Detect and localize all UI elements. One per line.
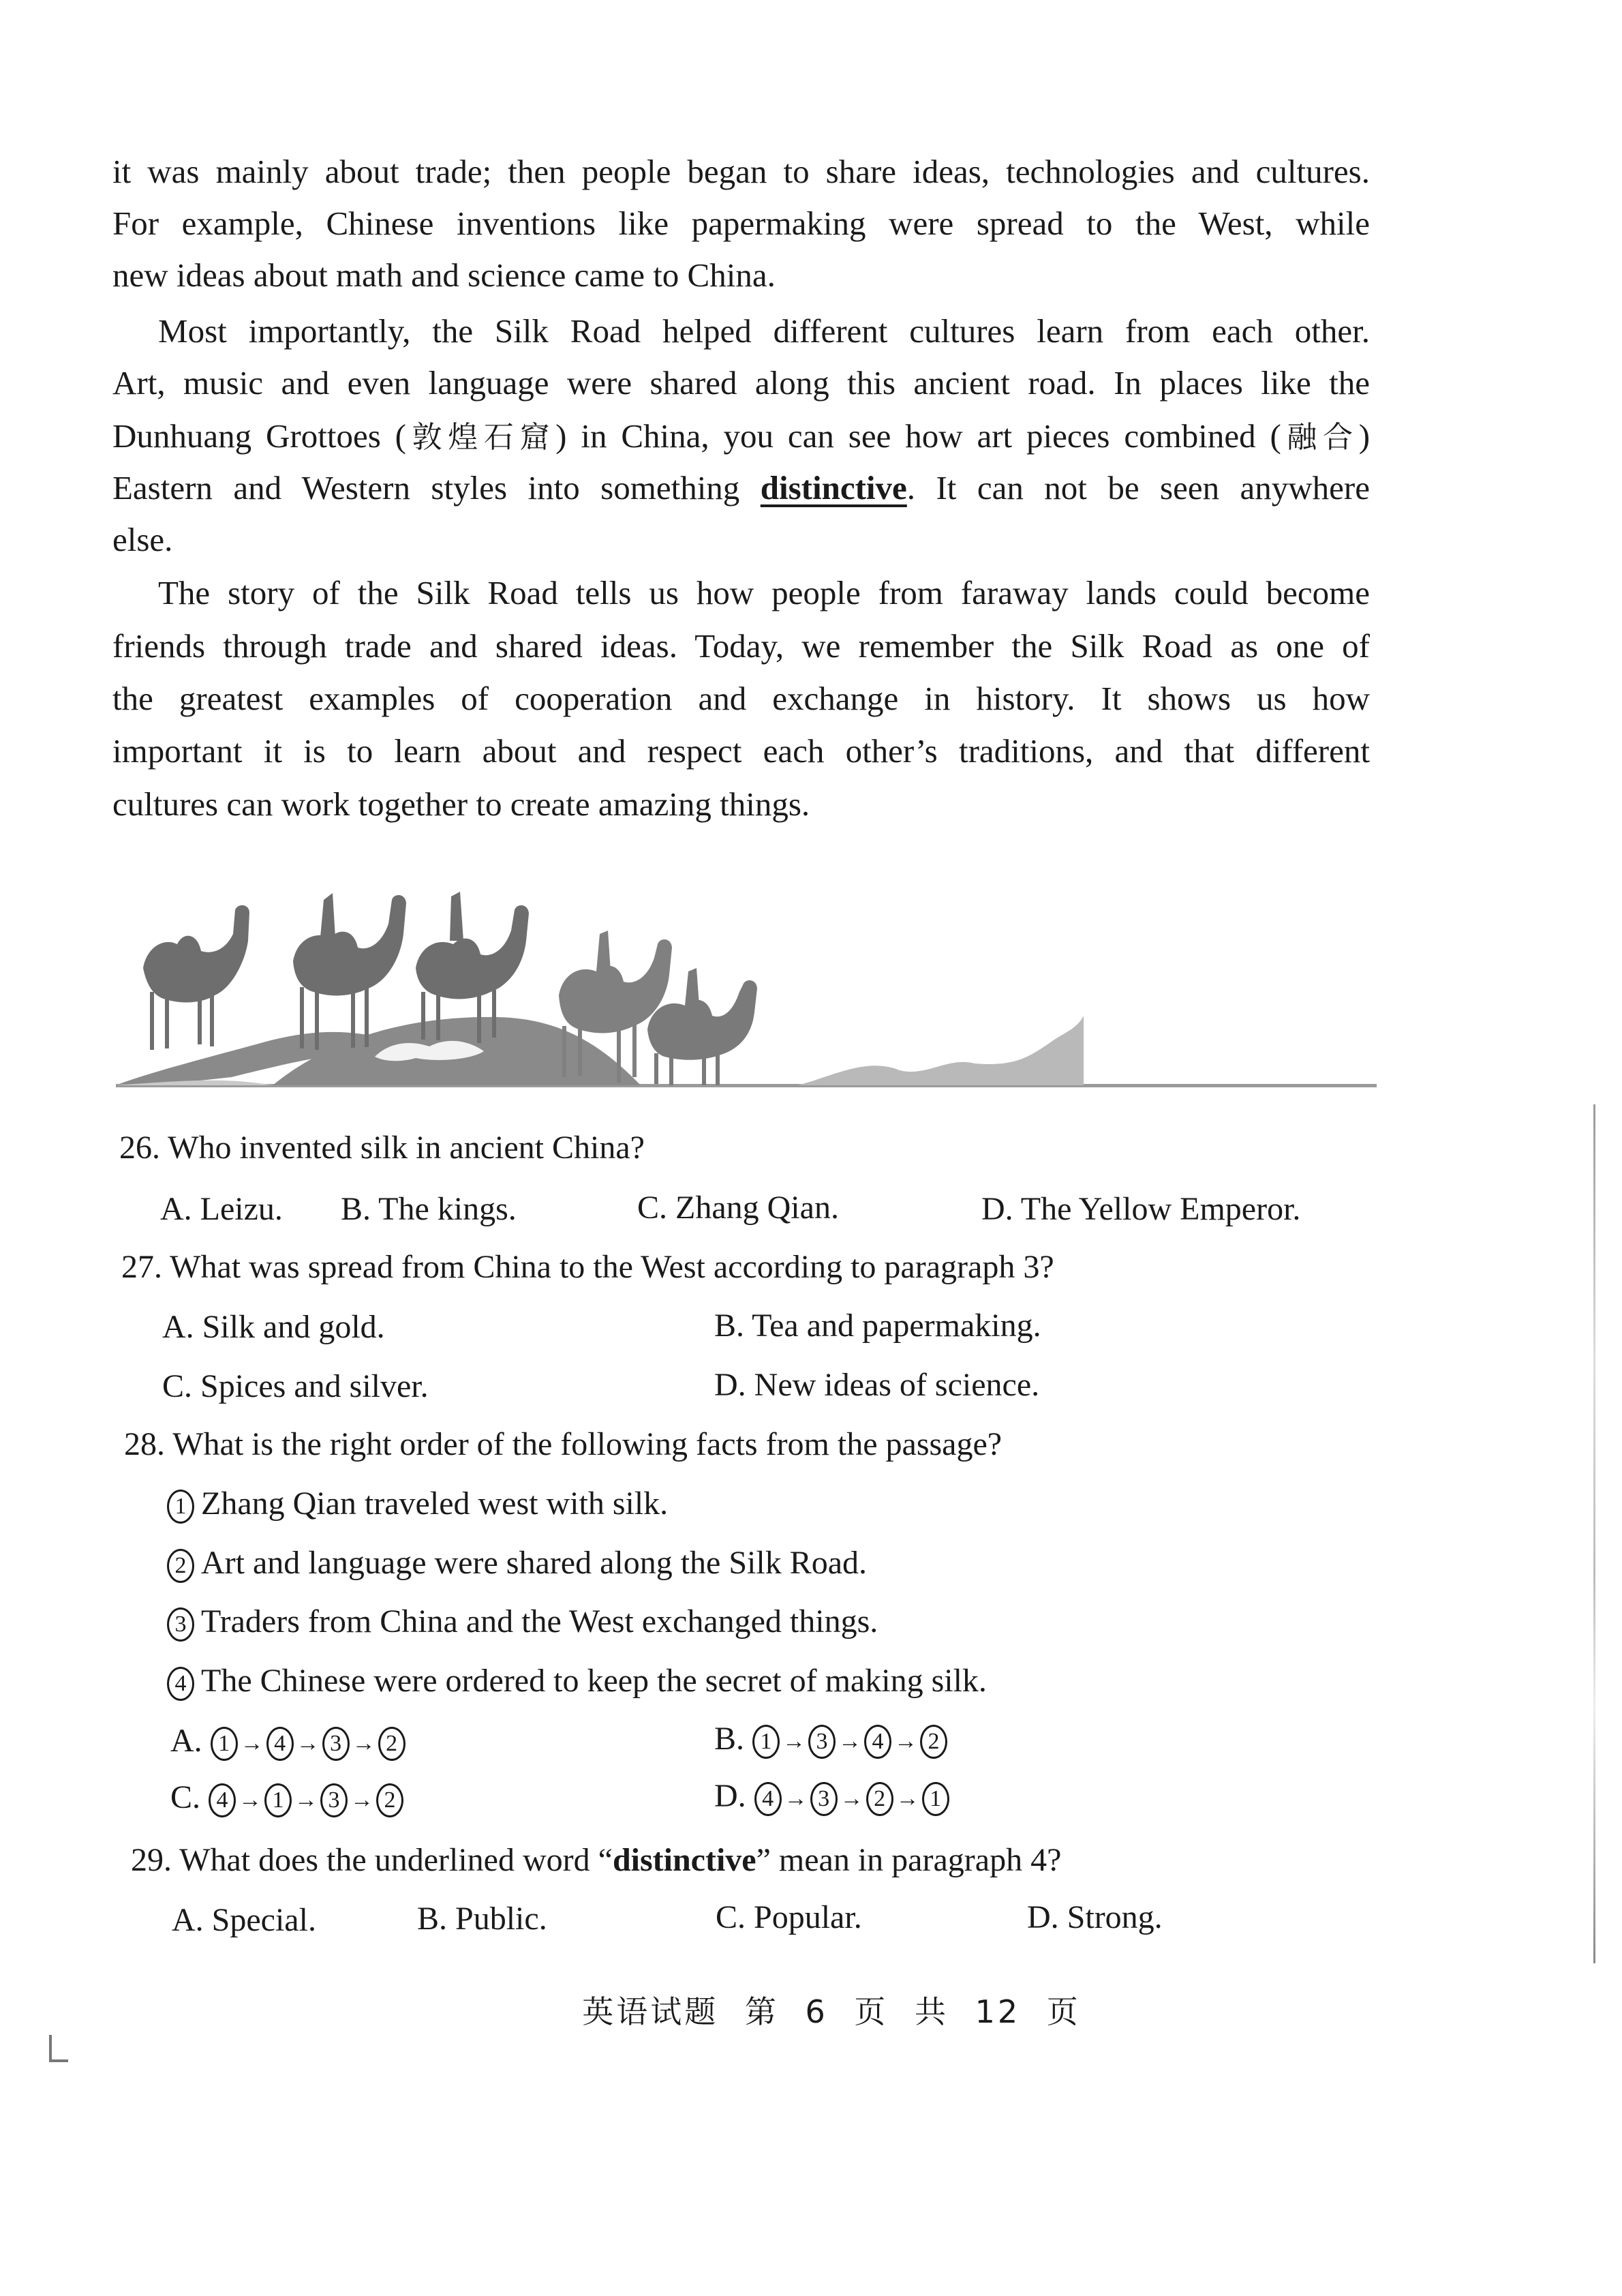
passage-line: else. bbox=[112, 521, 173, 558]
arrow-icon: → bbox=[782, 1728, 806, 1754]
option-b[interactable]: B. Tea and papermaking. bbox=[714, 1308, 1041, 1344]
option-c[interactable]: C. Popular. bbox=[716, 1899, 862, 1935]
option-b[interactable]: B. Public. bbox=[417, 1901, 547, 1937]
option-a[interactable] bbox=[170, 1721, 406, 1764]
option-a[interactable]: A. Leizu. bbox=[160, 1191, 283, 1227]
arrow-icon: → bbox=[838, 1728, 862, 1754]
option-d[interactable]: D. The Yellow Emperor. bbox=[981, 1191, 1301, 1227]
question-stem: What was spread from China to the West according to paragraph 3? bbox=[170, 1249, 1054, 1285]
circled-number: 3 bbox=[322, 1727, 350, 1761]
passage-line bbox=[112, 416, 1370, 458]
question-text bbox=[131, 1841, 1061, 1880]
option-b[interactable]: B. The kings. bbox=[341, 1191, 517, 1227]
corner-crop-mark bbox=[49, 2035, 68, 2062]
text-span: ) in China, you can see how art pieces combined ( bbox=[555, 417, 1281, 455]
circled-number: 4 bbox=[167, 1667, 194, 1701]
circled-number: 2 bbox=[920, 1725, 947, 1759]
option-label: B. bbox=[714, 1721, 753, 1757]
passage-line: friends through trade and shared ideas. Today, we remember the Silk Road as one of bbox=[112, 627, 1370, 665]
option-d[interactable]: D. Strong. bbox=[1027, 1899, 1163, 1935]
question-number: 26. bbox=[119, 1130, 160, 1166]
page-number: 6 bbox=[805, 1993, 828, 2030]
fact-text: Art and language were shared along the Silk Road. bbox=[201, 1545, 868, 1581]
page-total: 12 bbox=[975, 1993, 1021, 2030]
circled-number: 4 bbox=[754, 1782, 782, 1816]
option-d[interactable]: D. New ideas of science. bbox=[714, 1367, 1040, 1403]
passage-line: Art, music and even language were shared along this ancient road. In places like the bbox=[112, 364, 1370, 402]
question-stem: What does the underlined word “ bbox=[179, 1842, 613, 1878]
circled-number: 2 bbox=[376, 1783, 403, 1817]
circled-number: 2 bbox=[167, 1549, 194, 1583]
circled-number: 1 bbox=[211, 1727, 238, 1761]
option-d[interactable] bbox=[714, 1777, 949, 1819]
passage-line: cultures can work together to create amazing things. bbox=[112, 785, 810, 823]
fact-text: The Chinese were ordered to keep the secret of making silk. bbox=[201, 1663, 987, 1699]
option-c[interactable]: C. Zhang Qian. bbox=[637, 1190, 839, 1226]
footer-subject: 英语试题 bbox=[582, 1993, 719, 2030]
circled-number: 4 bbox=[864, 1725, 891, 1759]
arrow-icon: → bbox=[294, 1787, 318, 1813]
circled-number: 3 bbox=[810, 1782, 838, 1816]
arrow-icon: → bbox=[840, 1785, 863, 1811]
arrow-icon: → bbox=[352, 1730, 376, 1756]
camel-1 bbox=[143, 905, 249, 1050]
question-number: 28. bbox=[124, 1426, 165, 1462]
camel-2-with-rider bbox=[293, 893, 406, 1050]
option-label: D. bbox=[714, 1778, 754, 1814]
footer-total-prefix: 共 bbox=[914, 1993, 949, 2030]
passage-line: For example, Chinese inventions like papermaking were spread to the West, while bbox=[112, 205, 1370, 242]
arrow-icon: → bbox=[784, 1785, 808, 1811]
question-number: 27. bbox=[121, 1249, 162, 1285]
circled-number: 4 bbox=[266, 1727, 294, 1761]
option-b[interactable] bbox=[714, 1719, 947, 1762]
text-span: Eastern and Western styles into something bbox=[112, 469, 761, 507]
passage-line: the greatest examples of cooperation and exchange in history. It shows us how bbox=[112, 680, 1370, 717]
bold-word: distinctive bbox=[612, 1842, 756, 1878]
right-dune-ridge bbox=[797, 1016, 1084, 1085]
option-a[interactable]: A. Special. bbox=[172, 1902, 316, 1938]
footer-page-prefix: 第 bbox=[744, 1993, 779, 2030]
text-span: ) bbox=[1358, 417, 1371, 455]
scan-edge-line bbox=[1593, 1104, 1595, 1963]
underlined-word: distinctive bbox=[760, 469, 907, 507]
page-footer bbox=[0, 1987, 1622, 2032]
passage-line: Most importantly, the Silk Road helped different cultures learn from each other. bbox=[158, 312, 1370, 350]
arrow-icon: → bbox=[894, 1728, 918, 1754]
passage-line: it was mainly about trade; then people began to share ideas, technologies and cultures. bbox=[112, 153, 1370, 190]
circled-number: 3 bbox=[167, 1607, 194, 1642]
question-text bbox=[124, 1425, 1002, 1464]
circled-number: 2 bbox=[378, 1727, 406, 1761]
text-span: . It can not be seen anywhere bbox=[906, 469, 1370, 507]
chinese-gloss: 敦煌石窟 bbox=[406, 420, 556, 455]
chinese-gloss: 融合 bbox=[1281, 420, 1359, 455]
circled-number: 4 bbox=[209, 1783, 236, 1817]
option-a[interactable]: A. Silk and gold. bbox=[162, 1309, 385, 1345]
fact-4 bbox=[167, 1661, 987, 1701]
fact-1 bbox=[167, 1484, 668, 1524]
question-text bbox=[121, 1248, 1054, 1287]
passage-line bbox=[112, 468, 1370, 509]
arrow-icon: → bbox=[240, 1730, 264, 1756]
question-stem: ” mean in paragraph 4? bbox=[756, 1842, 1062, 1878]
option-label: C. bbox=[170, 1779, 209, 1815]
circled-number: 3 bbox=[320, 1783, 348, 1817]
passage-line: important it is to learn about and respect each other’s traditions, and that different bbox=[112, 732, 1370, 770]
question-stem: Who invented silk in ancient China? bbox=[168, 1130, 645, 1166]
option-c[interactable]: C. Spices and silver. bbox=[162, 1368, 429, 1404]
circled-number: 3 bbox=[808, 1725, 836, 1759]
footer-page-mid: 页 bbox=[854, 1993, 889, 2030]
question-number: 29. bbox=[131, 1842, 172, 1878]
arrow-icon: → bbox=[239, 1787, 262, 1813]
fact-2 bbox=[167, 1543, 867, 1583]
text-span: Dunhuang Grottoes ( bbox=[112, 417, 406, 455]
circled-number: 1 bbox=[922, 1782, 949, 1816]
option-label: A. bbox=[170, 1723, 211, 1759]
circled-number: 1 bbox=[167, 1490, 194, 1524]
passage-line: The story of the Silk Road tells us how people from faraway lands could become bbox=[158, 574, 1370, 611]
question-text bbox=[119, 1128, 645, 1168]
arrow-icon: → bbox=[896, 1785, 919, 1811]
arrow-icon: → bbox=[350, 1787, 374, 1813]
circled-number: 1 bbox=[264, 1783, 292, 1817]
camel-caravan-illustration bbox=[116, 873, 1377, 1091]
fact-3 bbox=[167, 1602, 878, 1642]
circled-number: 2 bbox=[866, 1782, 893, 1816]
arrow-icon: → bbox=[296, 1730, 320, 1756]
circled-number: 1 bbox=[752, 1725, 780, 1759]
fact-text: Traders from China and the West exchanged things. bbox=[201, 1603, 878, 1640]
option-c[interactable] bbox=[170, 1778, 403, 1820]
footer-page-suffix: 页 bbox=[1046, 1993, 1081, 2030]
fact-text: Zhang Qian traveled west with silk. bbox=[201, 1485, 669, 1522]
question-stem: What is the right order of the following facts from the passage? bbox=[172, 1426, 1003, 1462]
passage-line: new ideas about math and science came to China. bbox=[112, 256, 776, 294]
